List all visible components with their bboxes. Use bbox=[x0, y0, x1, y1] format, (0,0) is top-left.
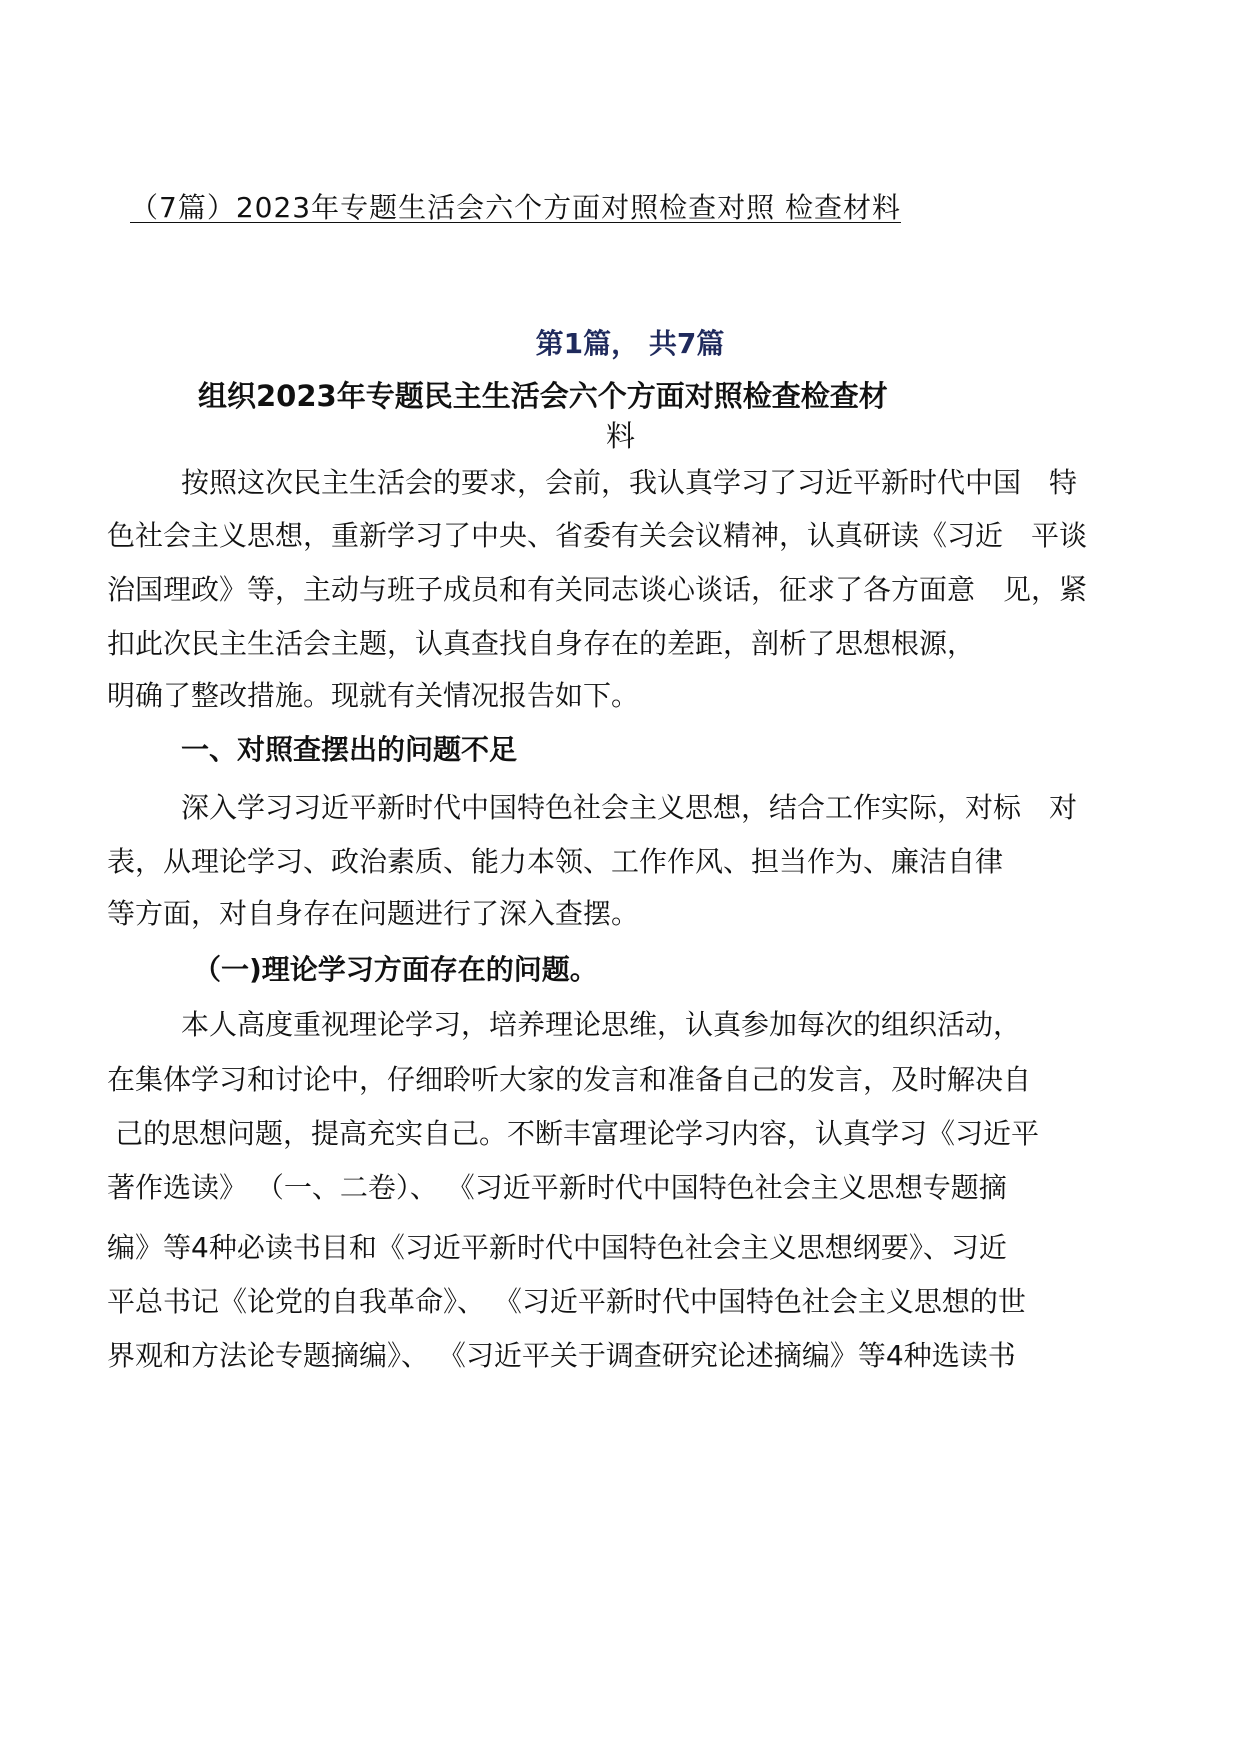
body-line: 界观和方法论专题摘编》、 《习近平关于调查研究论述摘编》等4种选读书 bbox=[107, 1339, 1016, 1372]
part-heading: 第1篇， 共7篇 bbox=[535, 327, 725, 360]
body-line: 在集体学习和讨论中，仔细聆听大家的发言和准备自己的发言，及时解决自 bbox=[107, 1063, 1032, 1096]
body-line: 扣此次民主生活会主题，认真查找自身存在的差距，剖析了思想根源， bbox=[107, 627, 976, 660]
body-line: 著作选读》 （一、二卷）、 《习近平新时代中国特色社会主义思想专题摘 bbox=[107, 1171, 1007, 1204]
body-line: 治国理政》等，主动与班子成员和有关同志谈心谈话，征求了各方面意 见，紧 bbox=[107, 573, 1088, 606]
section-heading: 一、对照查摆出的问题不足 bbox=[181, 733, 518, 766]
article-title: 组织2023年专题民主生活会六个方面对照检查检查材 bbox=[198, 379, 888, 413]
body-line: 等方面，对自身存在问题进行了深入查摆。 bbox=[107, 897, 640, 930]
article-title-tail: 料 bbox=[606, 419, 636, 453]
body-line: 深入学习习近平新时代中国特色社会主义思想，结合工作实际，对标 对 bbox=[181, 791, 1078, 824]
subsection-heading: （一)理论学习方面存在的问题。 bbox=[193, 953, 598, 986]
body-line: 本人高度重视理论学习，培养理论思维，认真参加每次的组织活动， bbox=[181, 1008, 1022, 1041]
body-line: 按照这次民主生活会的要求，会前，我认真学习了习近平新时代中国 特 bbox=[181, 466, 1078, 499]
body-line: 平总书记《论党的自我革命》、 《习近平新时代中国特色社会主义思想的世 bbox=[107, 1285, 1026, 1318]
body-line: 编》等4种必读书目和《习近平新时代中国特色社会主义思想纲要》、习近 bbox=[107, 1231, 1007, 1264]
document-title: （7篇）2023年专题生活会六个方面对照检查对照 检查材料 bbox=[130, 191, 901, 224]
body-line: 明确了整改措施。现就有关情况报告如下。 bbox=[107, 679, 640, 712]
body-line: 己的思想问题，提高充实自己。不断丰富理论学习内容，认真学习《习近平 bbox=[115, 1117, 1040, 1150]
body-line: 色社会主义思想，重新学习了中央、省委有关会议精神，认真研读《习近 平谈 bbox=[107, 519, 1088, 552]
body-line: 表，从理论学习、政治素质、能力本领、工作作风、担当作为、廉洁自律 bbox=[107, 845, 1004, 878]
